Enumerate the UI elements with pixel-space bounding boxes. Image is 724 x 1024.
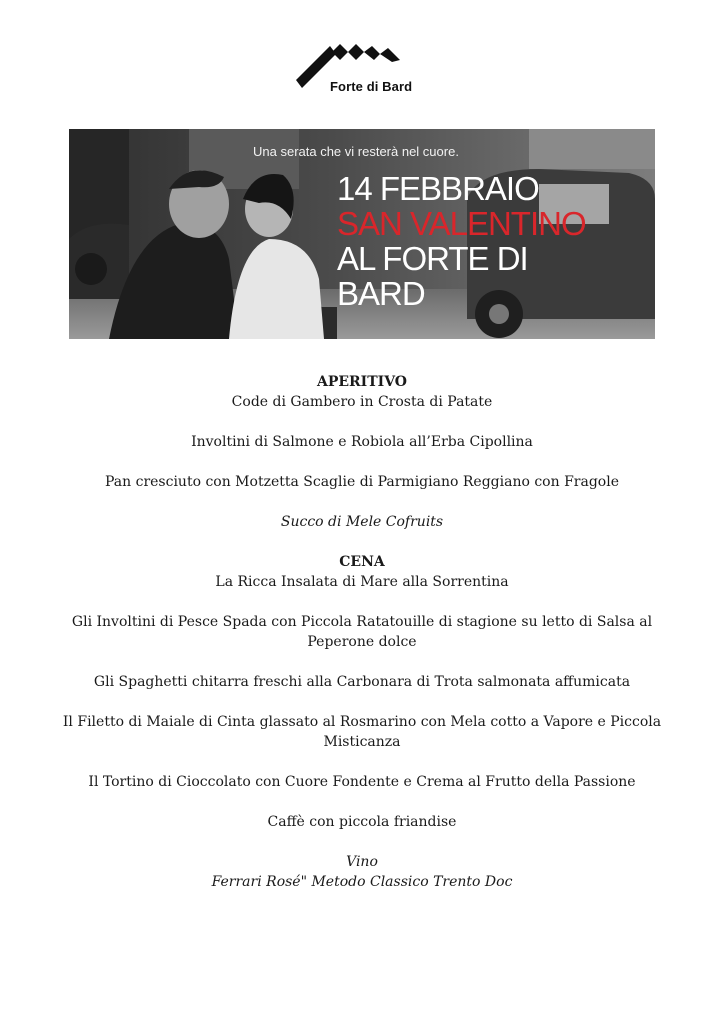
- wine-name: Ferrari Rosé" Metodo Classico Trento Doc: [211, 874, 513, 890]
- cena-item: La Ricca Insalata di Mare alla Sorrentina: [215, 574, 509, 590]
- aperitivo-item: Code di Gambero in Crosta di Patate: [231, 394, 493, 410]
- event-banner: [69, 129, 655, 339]
- headline-place-2: BARD: [337, 275, 425, 312]
- headline-place-1: AL FORTE DI: [337, 240, 528, 277]
- aperitivo-drink: Succo di Mele Cofruits: [280, 514, 444, 530]
- headline-event: SAN VALENTINO: [337, 205, 586, 242]
- brand-name: Forte di Bard: [330, 79, 413, 94]
- menu: [60, 372, 664, 892]
- banner-headline: [337, 171, 586, 311]
- cena-item: Gli Spaghetti chitarra freschi alla Carbonara di Trota salmonata affumicata: [93, 674, 631, 690]
- cena-item: Caffè con piccola friandise: [267, 814, 457, 830]
- aperitivo-item: Involtini di Salmone e Robiola all’Erba Cipollina: [191, 434, 533, 450]
- aperitivo-title: APERITIVO: [316, 374, 408, 390]
- cena-item: Gli Involtini di Pesce Spada con Piccola Ratatouille di stagione su letto di Salsa al Peperone dolce: [71, 614, 653, 650]
- cena-item: Il Filetto di Maiale di Cinta glassato al Rosmarino con Mela cotto a Vapore e Piccola Misticanza: [62, 714, 662, 750]
- cena-item: Il Tortino di Cioccolato con Cuore Fondente e Crema al Frutto della Passione: [88, 774, 636, 790]
- cena-title: CENA: [339, 554, 385, 570]
- banner-tagline: Una serata che vi resterà nel cuore.: [253, 144, 459, 159]
- aperitivo-item: Pan cresciuto con Motzetta Scaglie di Parmigiano Reggiano con Fragole: [105, 474, 619, 490]
- wine-title: Vino: [346, 854, 378, 870]
- forte-di-bard-logo: [296, 42, 436, 98]
- headline-date: 14 FEBBRAIO: [337, 170, 539, 207]
